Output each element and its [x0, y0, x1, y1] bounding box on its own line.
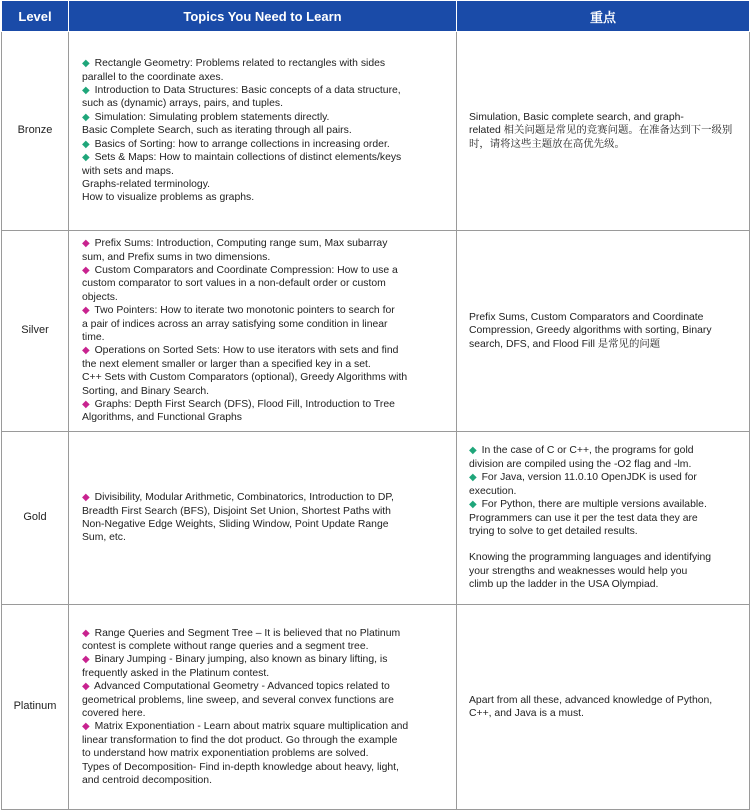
diamond-bullet-icon: ◆ — [82, 345, 90, 357]
topic-line: ◆ Simulation: Simulating problem statements directly. — [82, 111, 330, 123]
focus-line: Prefix Sums, Custom Comparators and Coordinate — [469, 311, 704, 323]
topics-cell — [69, 432, 457, 605]
topic-line: ◆ Binary Jumping - Binary jumping, also known as binary lifting, is — [82, 654, 388, 666]
topic-line: contest is complete without range queries and a segment tree. — [82, 640, 369, 652]
topic-line: Breadth First Search (BFS), Disjoint Set Union, Shortest Paths with — [82, 505, 391, 517]
learning-topics-table — [1, 0, 750, 810]
diamond-bullet-icon: ◆ — [82, 152, 90, 164]
focus-cell — [457, 432, 750, 605]
topic-line: parallel to the coordinate axes. — [82, 71, 224, 83]
level-cell: Platinum — [2, 605, 69, 810]
header-focus: 重点 — [457, 1, 750, 32]
topic-line: Non-Negative Edge Weights, Sliding Window, Point Update Range — [82, 519, 389, 530]
diamond-bullet-icon: ◆ — [82, 305, 90, 317]
focus-line: execution. — [469, 485, 517, 497]
level-cell: Bronze — [2, 32, 69, 231]
table-row — [2, 231, 750, 432]
diamond-bullet-icon: ◆ — [469, 499, 477, 511]
table-row — [2, 432, 750, 605]
diamond-bullet-icon: ◆ — [82, 264, 90, 276]
topic-line: ◆ Divisibility, Modular Arithmetic, Combinatorics, Introduction to DP, — [82, 492, 394, 504]
header-row — [2, 1, 750, 32]
focus-cell — [457, 32, 750, 231]
topic-line: objects. — [82, 291, 118, 303]
focus-cell — [457, 605, 750, 810]
focus-line: trying to solve to get detailed results. — [469, 525, 638, 537]
level-cell: Gold — [2, 432, 69, 605]
topics-cell — [69, 32, 457, 231]
focus-line: 时，请将这些主题放在高优先级。 — [469, 138, 625, 150]
topic-line: ◆ Two Pointers: How to iterate two monotonic pointers to search for — [82, 305, 395, 317]
diamond-bullet-icon: ◆ — [82, 681, 90, 693]
topic-line: to understand how matrix exponentiation problems are solved. — [82, 748, 369, 760]
topic-line: frequently asked in the Platinum contest. — [82, 667, 270, 679]
focus-line: ◆ For Java, version 11.0.10 OpenJDK is used for — [469, 472, 697, 484]
focus-line: ◆ For Python, there are multiple versions available. — [469, 499, 707, 511]
topic-line: Sum, etc. — [82, 532, 126, 544]
focus-line: search, DFS, and Flood Fill 是常见的问题 — [469, 338, 661, 350]
focus-line: C++, and Java is a must. — [469, 708, 584, 719]
topic-line: ◆ Rectangle Geometry: Problems related to rectangles with sides — [82, 58, 386, 70]
topic-line: ◆ Sets & Maps: How to maintain collections of distinct elements/keys — [82, 152, 402, 164]
diamond-bullet-icon: ◆ — [82, 238, 90, 250]
topic-line: Algorithms, and Functional Graphs — [82, 412, 242, 424]
diamond-bullet-icon: ◆ — [82, 85, 90, 97]
topic-line: linear transformation to find the dot product. Go through the example — [82, 734, 398, 746]
focus-cell — [457, 231, 750, 432]
topic-line: ◆ Custom Comparators and Coordinate Compression: How to use a — [82, 264, 398, 276]
focus-line: climb up the ladder in the USA Olympiad. — [469, 579, 659, 591]
topic-line: ◆ Operations on Sorted Sets: How to use iterators with sets and find — [82, 345, 399, 357]
topics-cell — [69, 605, 457, 810]
topic-line: ◆ Graphs: Depth First Search (DFS), Flood Fill, Introduction to Tree — [82, 399, 395, 411]
focus-line: Compression, Greedy algorithms with sorting, Binary — [469, 325, 712, 337]
focus-line: ◆ In the case of C or C++, the programs for gold — [469, 445, 694, 457]
diamond-bullet-icon: ◆ — [469, 445, 477, 457]
focus-line — [469, 538, 743, 551]
topics-cell — [69, 231, 457, 432]
table-row — [2, 32, 750, 231]
diamond-bullet-icon: ◆ — [82, 58, 90, 70]
focus-line: Programmers can use it per the test data they are — [469, 512, 698, 524]
diamond-bullet-icon: ◆ — [82, 138, 90, 150]
focus-line: related 相关问题是常见的竞赛问题。在准备达到下一级别 — [469, 125, 733, 137]
diamond-bullet-icon: ◆ — [82, 399, 90, 411]
topic-line: time. — [82, 332, 105, 343]
topic-line: ◆ Matrix Exponentiation - Learn about matrix square multiplication and — [82, 721, 409, 733]
topic-line: C++ Sets with Custom Comparators (optional), Greedy Algorithms with — [82, 372, 408, 384]
topic-line: How to visualize problems as graphs. — [82, 192, 255, 204]
table-row — [2, 605, 750, 810]
topic-line: custom comparator to sort values in a non-default order or custom — [82, 278, 386, 290]
topic-line: ◆ Basics of Sorting: how to arrange collections in increasing order. — [82, 138, 390, 150]
focus-line: Apart from all these, advanced knowledge of Python, — [469, 694, 713, 706]
focus-line: Knowing the programming languages and identifying — [469, 552, 712, 564]
topic-line: Types of Decomposition- Find in-depth knowledge about heavy, light, — [82, 761, 399, 773]
focus-line: division are compiled using the -O2 flag and -lm. — [469, 458, 692, 470]
topic-line: covered here. — [82, 708, 146, 719]
topic-line: the next element smaller or larger than a specified key in a set. — [82, 358, 371, 370]
topic-line: ◆ Range Queries and Segment Tree – It is believed that no Platinum — [82, 627, 401, 639]
topic-line: with sets and maps. — [82, 165, 174, 177]
topic-line: and centroid decomposition. — [82, 775, 212, 787]
topic-line: geometrical problems, line sweep, and several convex functions are — [82, 694, 394, 706]
diamond-bullet-icon: ◆ — [82, 492, 90, 504]
level-cell: Silver — [2, 231, 69, 432]
table-header — [2, 1, 750, 32]
topic-line: Graphs-related terminology. — [82, 178, 211, 190]
table-body — [2, 32, 750, 810]
header-level: Level — [2, 1, 69, 32]
diamond-bullet-icon: ◆ — [82, 627, 90, 639]
topic-line: such as (dynamic) arrays, pairs, and tuples. — [82, 98, 283, 110]
topic-line: Sorting, and Binary Search. — [82, 385, 210, 397]
topic-line: a pair of indices across an array satisfying some condition in linear — [82, 318, 388, 330]
focus-line: Simulation, Basic complete search, and graph- — [469, 111, 684, 123]
diamond-bullet-icon: ◆ — [82, 721, 90, 733]
diamond-bullet-icon: ◆ — [82, 111, 90, 123]
focus-line: your strengths and weaknesses would help you — [469, 565, 688, 577]
topic-line: sum, and Prefix sums in two dimensions. — [82, 251, 271, 263]
diamond-bullet-icon: ◆ — [469, 472, 477, 484]
header-topics: Topics You Need to Learn — [69, 1, 457, 32]
topic-line: ◆ Advanced Computational Geometry - Advanced topics related to — [82, 681, 390, 693]
topic-line: ◆ Introduction to Data Structures: Basic concepts of a data structure, — [82, 85, 401, 97]
topic-line: ◆ Prefix Sums: Introduction, Computing range sum, Max subarray — [82, 238, 388, 250]
diamond-bullet-icon: ◆ — [82, 654, 90, 666]
topic-line: Basic Complete Search, such as iterating through all pairs. — [82, 125, 352, 137]
